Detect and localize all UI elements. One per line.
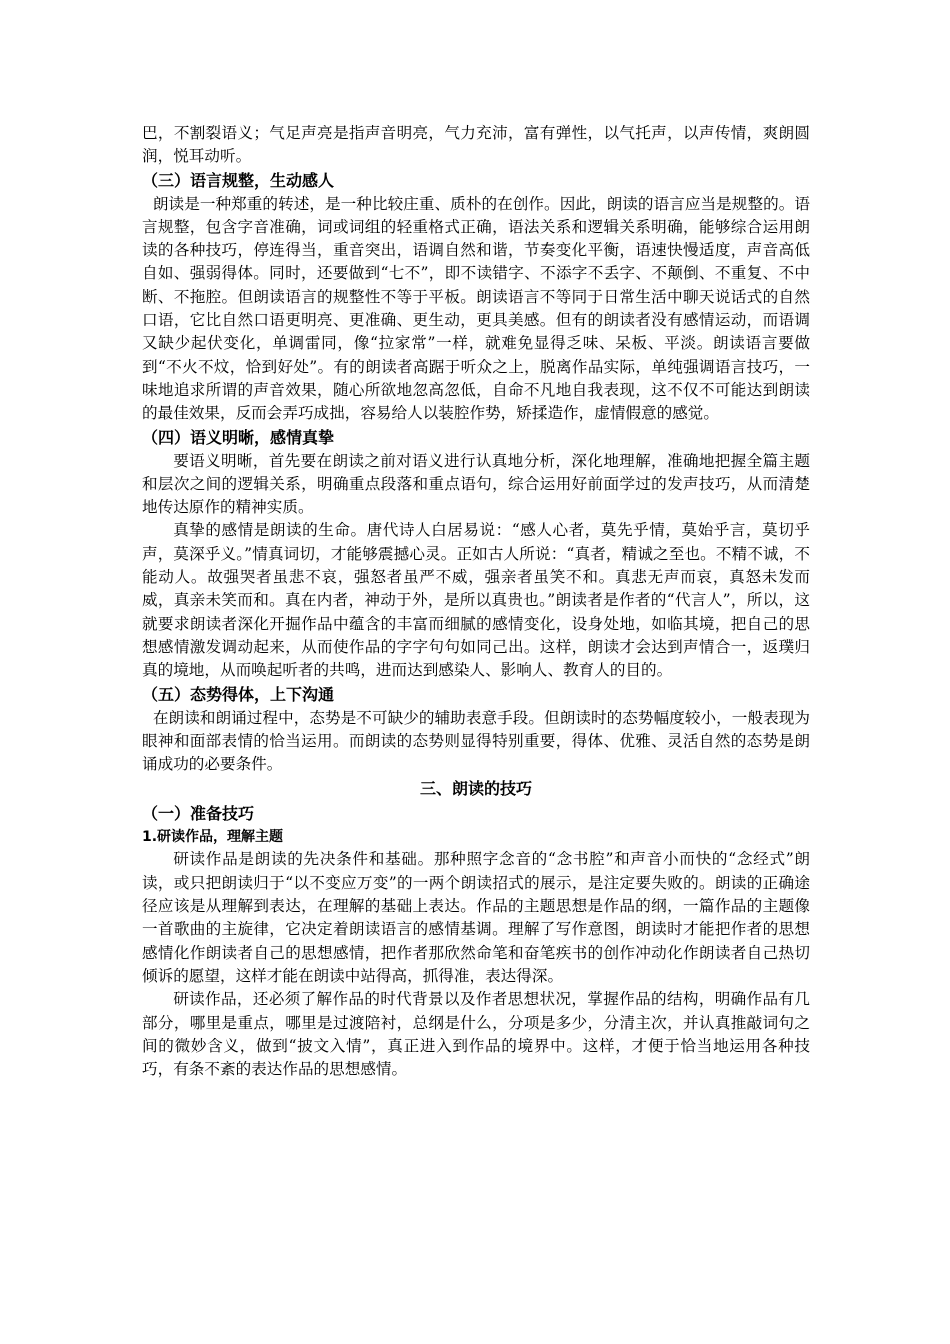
heading-main-reading-skills: 三、朗读的技巧 xyxy=(419,779,532,799)
heading-study-work: 1.研读作品，理解主题 xyxy=(142,829,284,846)
heading-section-3: （三）语言规整，生动感人 xyxy=(142,170,335,190)
heading-section-5: （五）态势得体，上下沟通 xyxy=(142,684,335,704)
heading-preparation-skills: （一）准备技巧 xyxy=(142,804,255,824)
paragraph-study-work-a: 研读作品是朗读的先决条件和基础。那种照字念音的“念书腔”和声音小而快的“念经式”朗读，或只把朗读归于“以不变应万变”的一两个朗读招式的展示，是注定要失败的。朗读的正确途径应该是从理解到表达，在理解的基础上表达。作品的主题思想是作品的纲，一篇作品的主题像一首歌曲的主旋律，它决定着朗读语言的感情基调。理解了写作意图，朗读时才能把作者的思想感情化作朗读者自己的思想感情，把作者那欣然命笔和奋笔疾书的创作冲动化作朗读者自己热切倾诉的愿望，这样才能在朗读中站得高，抓得准，表达得深。 xyxy=(142,850,810,985)
paragraph-section-4a: 要语义明晰，首先要在朗读之前对语义进行认真地分析，深化地理解，准确地把握全篇主题和层次之间的逻辑关系，明确重点段落和重点语句，综合运用好前面学过的发声技巧，从而清楚地传达原作的精神实质。 xyxy=(142,451,810,517)
paragraph-section-5: 在朗读和朗诵过程中，态势是不可缺少的辅助表意手段。但朗读时的态势幅度较小，一般表现为眼神和面部表情的恰当运用。而朗读的态势则显得特别重要，得体、优雅、灵活自然的态势是朗诵成功的必要条件。 xyxy=(142,708,810,774)
paragraph-section-3: 朗读是一种郑重的转述，是一种比较庄重、质朴的在创作。因此，朗读的语言应当是规整的。语言规整，包含字音准确，词或词组的轻重格式正确，语法关系和逻辑关系明确，能够综合运用朗读的各种技巧，停连得当，重音突出，语调自然和谐，节奏变化平衡，语速快慢适度，声音高低自如、强弱得体。同时，还要做到“七不”，即不读错字、不添字不丢字、不颠倒、不重复、不中断、不拖腔。但朗读语言的规整性不等于平板。朗读语言不等同于日常生活中聊天说话式的自然口语，它比自然口语更明亮、更准确、更生动，更具美感。但有的朗读者没有感情运动，而语调又缺少起伏变化，单调雷同，像“拉家常”一样，就难免显得乏味、呆板、平淡。朗读语言要做到“不火不炆，恰到好处”。有的朗读者高踞于听众之上，脱离作品实际，单纯强调语言技巧，一味地追求所谓的声音效果，随心所欲地忽高忽低，自命不凡地自我表现，这不仅不可能达到朗读的最佳效果，反而会弄巧成拙，容易给人以装腔作势，矫揉造作，虚情假意的感觉。 xyxy=(142,194,810,423)
paragraph-intro: 巴，不割裂语义；气足声亮是指声音明亮，气力充沛，富有弹性，以气托声，以声传情，爽朗圆润，悦耳动听。 xyxy=(142,124,810,166)
paragraph-study-work-b: 研读作品，还必须了解作品的时代背景以及作者思想状况，掌握作品的结构，明确作品有几部分，哪里是重点，哪里是过渡陪衬，总纲是什么，分项是多少，分清主次，并认真推敲词句之间的微妙含义，做到“披文入情”，真正进入到作品的境界中。这样，才便于恰当地运用各种技巧，有条不紊的表达作品的思想感情。 xyxy=(142,990,810,1079)
heading-section-4: （四）语义明晰，感情真挚 xyxy=(142,427,335,447)
document-page xyxy=(142,122,810,1081)
paragraph-section-4b: 真挚的感情是朗读的生命。唐代诗人白居易说：“感人心者，莫先乎情，莫始乎言，莫切乎声，莫深乎义。”情真词切，才能够震撼心灵。正如古人所说：“真者，精诚之至也。不精不诚，不能动人。故强哭者虽悲不哀，强怒者虽严不威，强亲者虽笑不和。真悲无声而哀，真怒未发而威，真亲未笑而和。真在内者，神动于外，是所以真贵也。”朗读者是作者的“代言人”，所以，这就要求朗读者深化开掘作品中蕴含的丰富而细腻的感情变化，设身处地，如临其境，把自己的思想感情激发调动起来，从而使作品的字字句句如同己出。这样，朗读才会达到声情合一，返璞归真的境地，从而唤起听者的共鸣，进而达到感染人、影响人、教育人的目的。 xyxy=(142,521,810,680)
